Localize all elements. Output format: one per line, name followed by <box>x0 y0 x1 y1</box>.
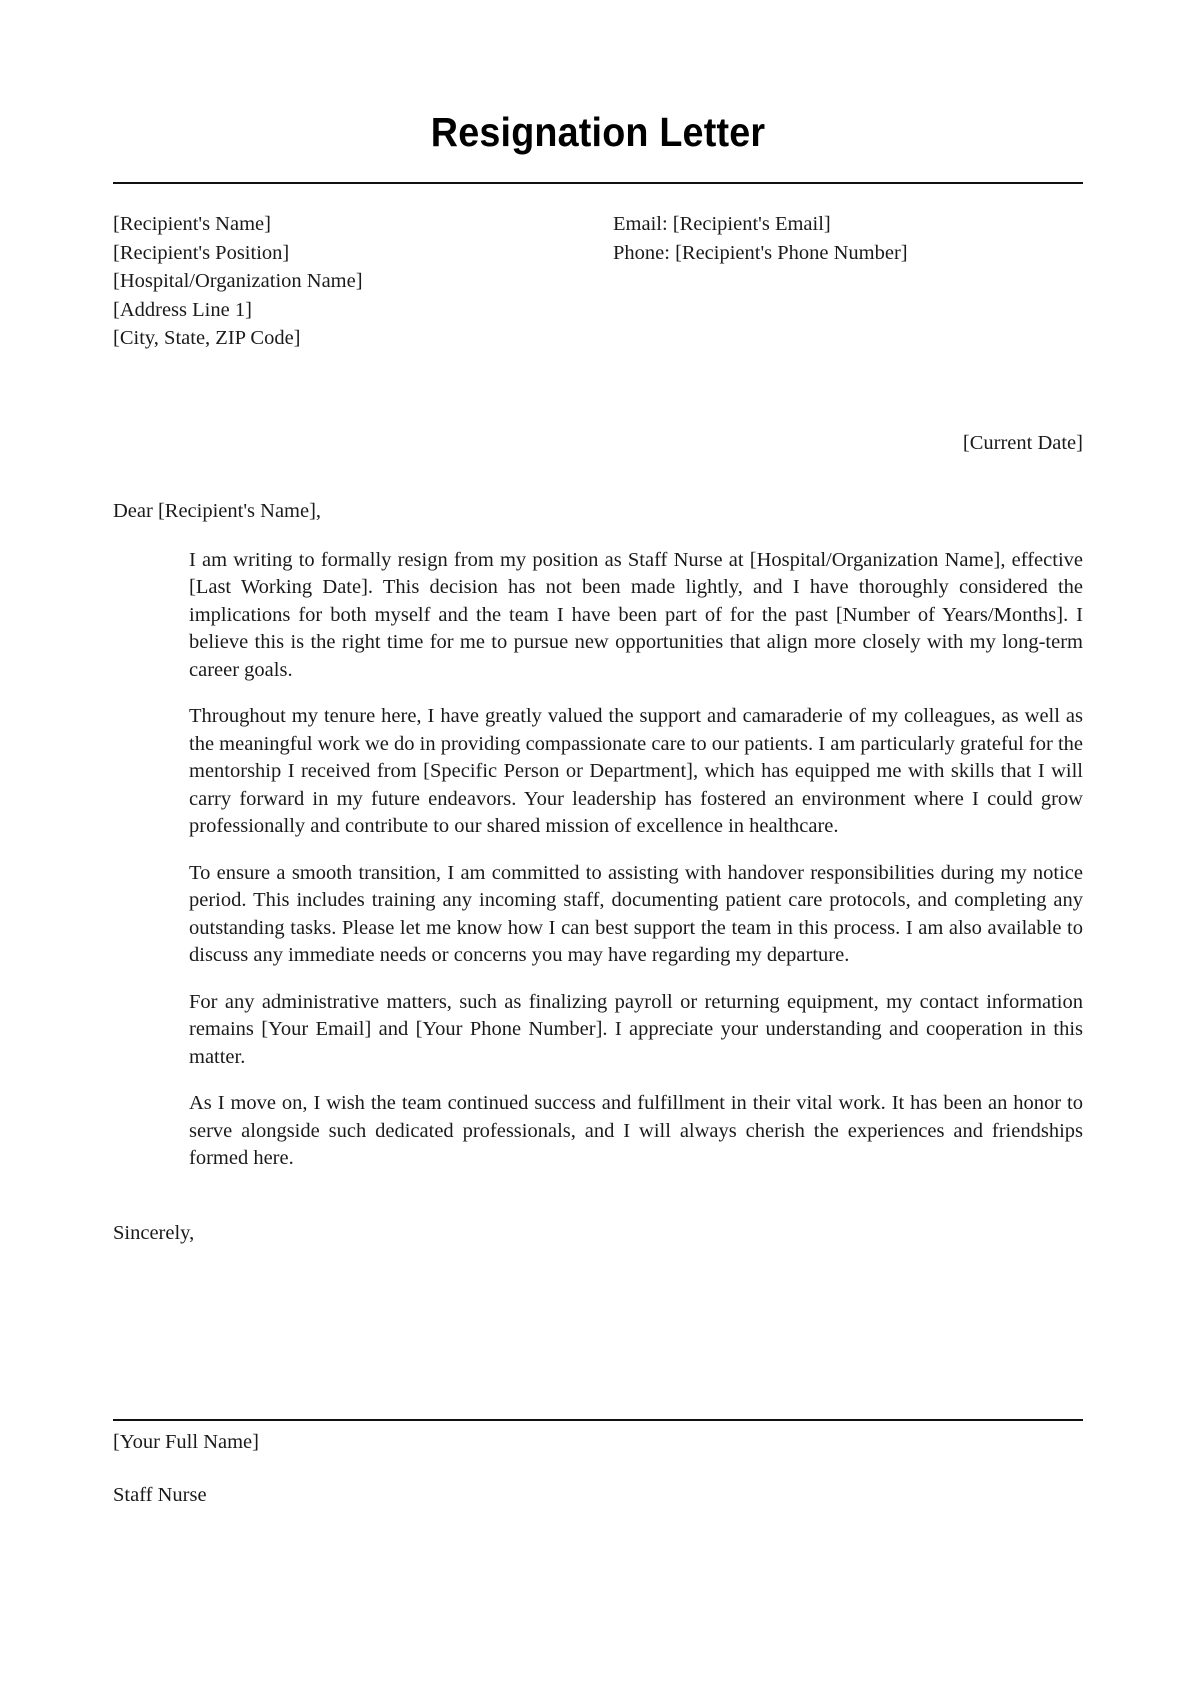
salutation: Dear [Recipient's Name], <box>113 499 322 522</box>
recipient-address-line-1: [Address Line 1] <box>113 298 252 321</box>
letter-date: [Current Date] <box>962 431 1083 454</box>
recipient-position: [Recipient's Position] <box>113 241 290 264</box>
title-divider <box>113 182 1083 184</box>
body-paragraph: For any administrative matters, such as finalizing payroll or returning equipment, my contact information remains [Your Email] and [Your Phone Number]. I appreciate your understanding and cooperation in this matter. <box>189 990 1083 1068</box>
signer-name: [Your Full Name] <box>113 1430 259 1453</box>
recipient-address-block <box>113 210 613 353</box>
signer-role: Staff Nurse <box>113 1483 207 1506</box>
recipient-phone: Phone: [Recipient's Phone Number] <box>613 241 908 264</box>
body-paragraph: I am writing to formally resign from my position as Staff Nurse at [Hospital/Organization Name], effective [Last Working Date]. This decision has not been made lightly, and I have thoroughly considered the implications for both myself and the team I have been part of for the past [Number of Years/Months]. I believe this is the right time for me to pursue new opportunities that align more closely with my long-term career goals. <box>189 548 1083 681</box>
recipient-name: [Recipient's Name] <box>113 213 271 236</box>
recipient-city-state-zip: [City, State, ZIP Code] <box>113 327 301 350</box>
page-title: Resignation Letter <box>430 109 766 155</box>
signature-divider <box>113 1419 1083 1421</box>
signature-space <box>113 1247 1083 1419</box>
recipient-email: Email: [Recipient's Email] <box>613 213 831 236</box>
recipient-organization: [Hospital/Organization Name] <box>113 270 363 293</box>
closing-salutation: Sincerely, <box>113 1221 195 1244</box>
body-paragraph: To ensure a smooth transition, I am committed to assisting with handover responsibilities during my notice period. This includes training any incoming staff, documenting patient care protocols, and completing any outstanding tasks. Please let me know how I can best support the team in this process. I am also available to discuss any immediate needs or concerns you may have regarding my departure. <box>189 861 1083 967</box>
body-paragraph: As I move on, I wish the team continued success and fulfillment in their vital work. It has been an honor to serve alongside such dedicated professionals, and I will always cherish the experiences and friendships formed here. <box>189 1092 1083 1170</box>
letter-header <box>113 210 1083 353</box>
letter-body <box>113 547 1083 1173</box>
document-content <box>113 0 1083 1509</box>
body-paragraph: Throughout my tenure here, I have greatly valued the support and camaraderie of my colleagues, as well as the meaningful work we do in providing compassionate care to our patients. I am particularly grateful for the mentorship I received from [Specific Person or Department], which has equipped me with skills that I will carry forward in my future endeavors. Your leadership has fostered an environment where I could grow professionally and contribute to our shared mission of excellence in healthcare. <box>189 705 1083 838</box>
recipient-contact-block <box>613 210 1083 353</box>
